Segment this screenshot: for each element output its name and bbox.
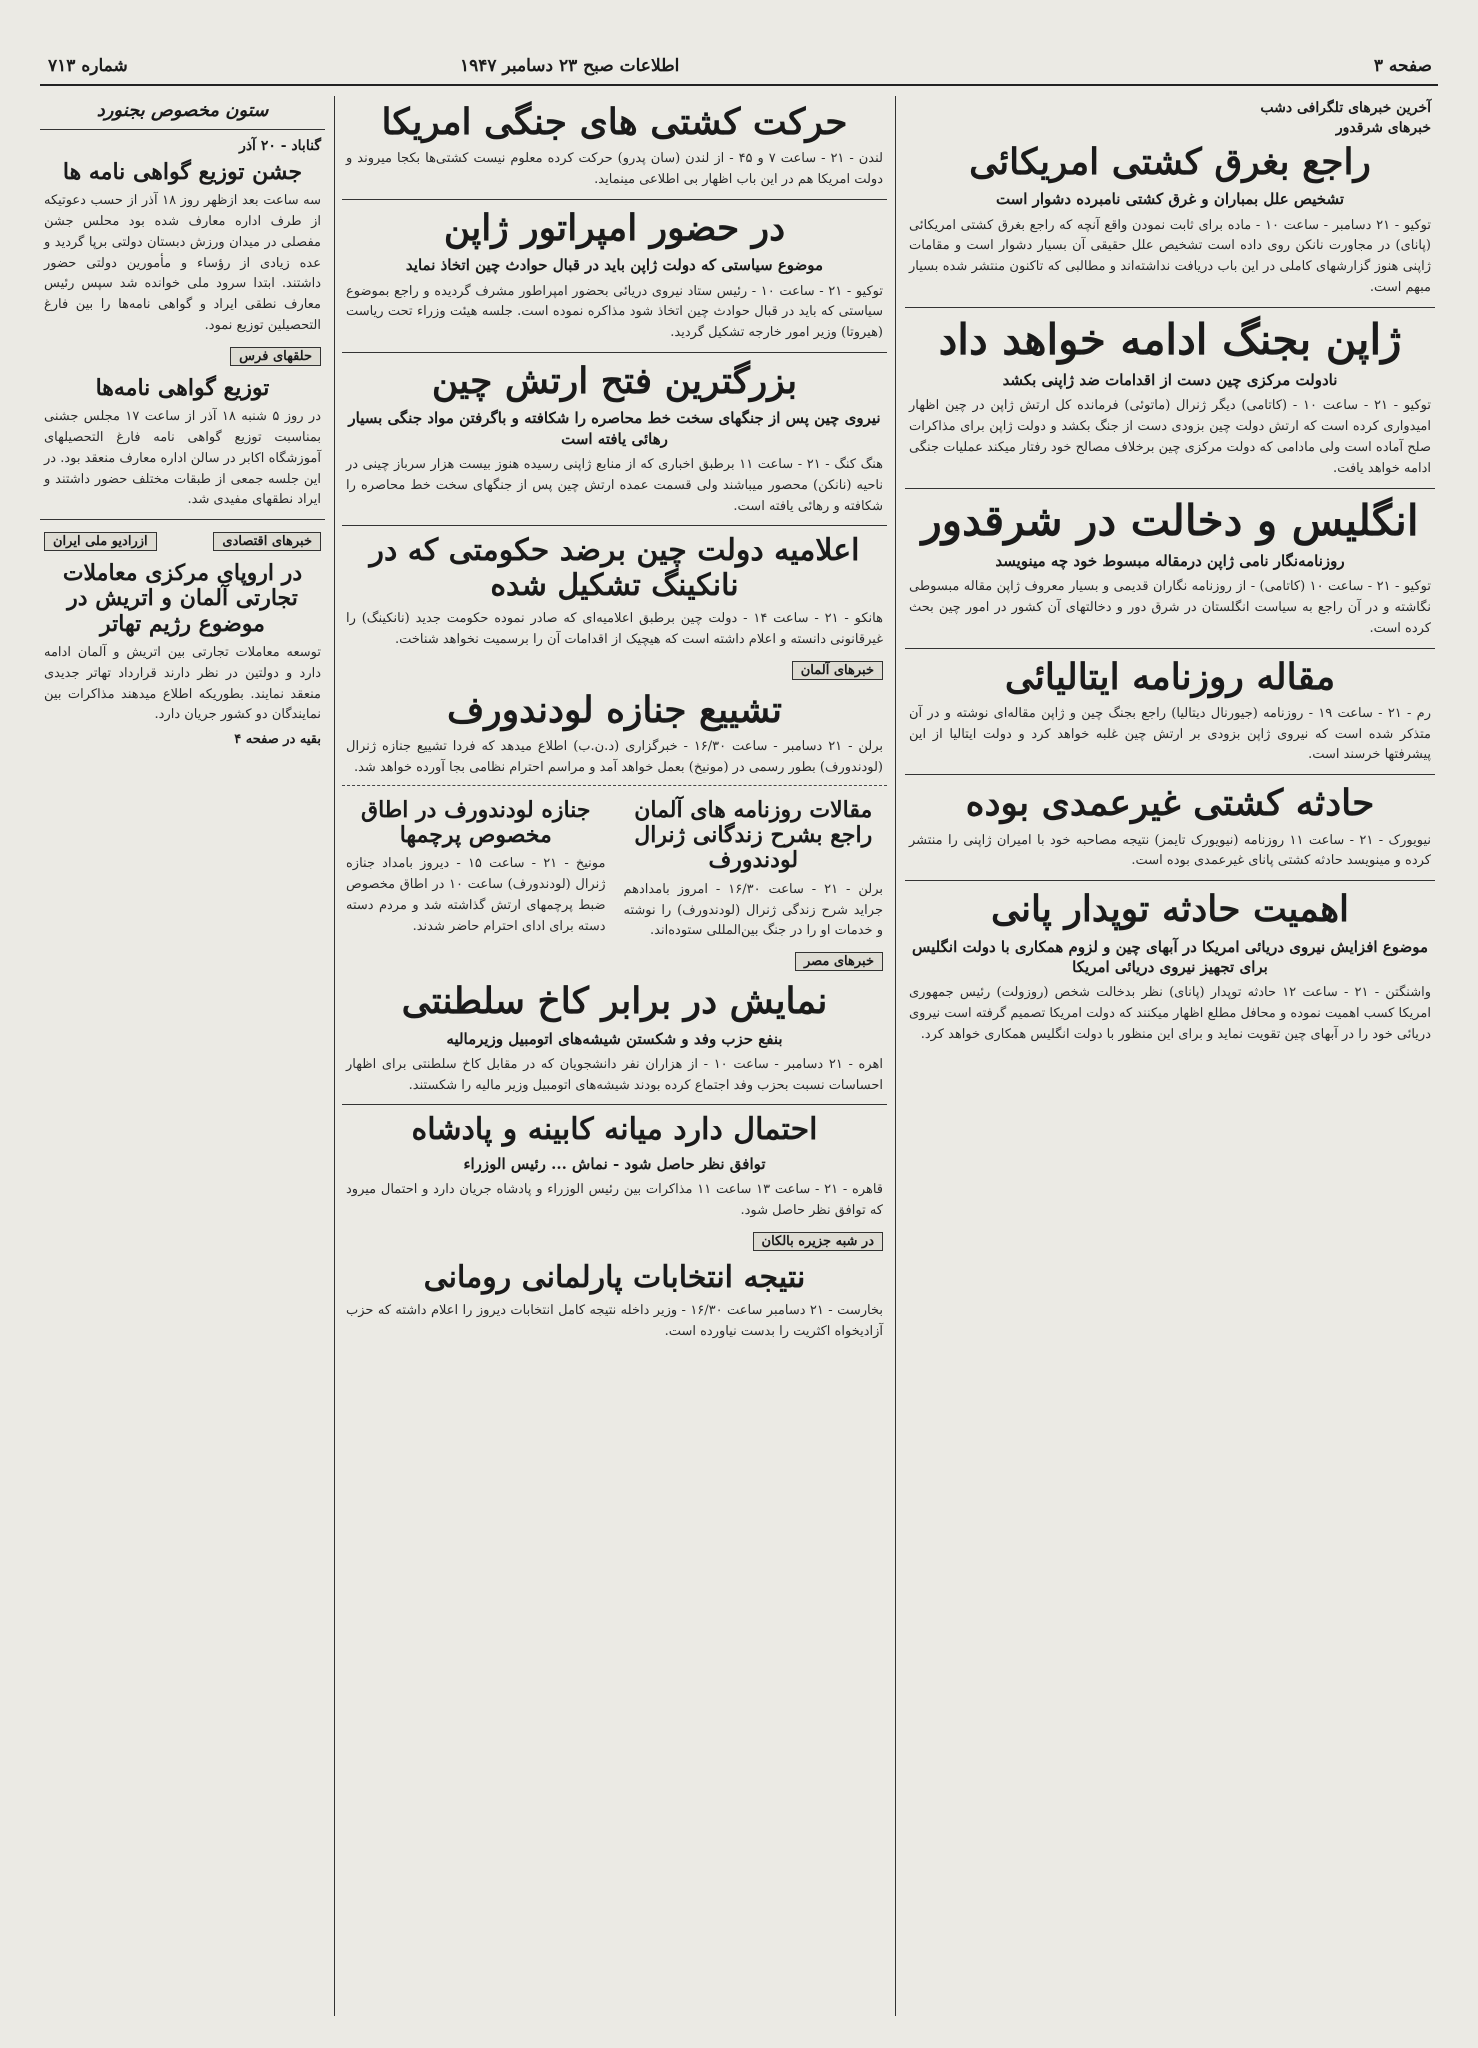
two-column-block (342, 792, 887, 948)
middle-column (342, 96, 887, 2016)
column-divider (895, 96, 896, 2016)
column-header: ستون مخصوص بجنورد (96, 100, 269, 121)
headline: در حضور امپراتور ژاپن (443, 206, 786, 249)
headline: اعلامیه دولت چین برضد حکومتی که در نانکینگ تشکیل شده (369, 533, 860, 603)
page-number: صفحه ۳ (1373, 56, 1432, 76)
article-body: واشنگتن - ۲۱ - ساعت ۱۲ حادثه توپدار (پانای) نظر بدخالت شخص (روزولت) رئیس جمهوری امریکا کسب اهمیت نموده و محافل مطلع اظهار میکنند که دولت امریکا تصمیم گرفته است نیروی دریائی خود را در آبهای چین تقویت نماید و برای این منظور با دولت انگلیس همکاری خواهد کرد. (909, 985, 1431, 1042)
section-label: خبرهای شرقدور (1335, 120, 1431, 136)
article-body: رم - ۲۱ - ساعت ۱۹ - روزنامه (جیورنال دیتالیا) راجع بجنگ چین و ژاپن مقاله‌ای نوشته و در آن متذکر شده است که نیروی ژاپن بزودی بر ارتش چین غلبه خواهد کرد و دولت ایتالیا از این پیشرفتها خرسند است. (909, 705, 1432, 763)
subheadline: بنفع حزب وفد و شکستن شیشه‌های اتومبیل وزیرمالیه (446, 1029, 783, 1048)
headline: توزیع گواهی نامه‌ها (95, 374, 270, 401)
article-body: اهره - ۲۱ دسامبر - ساعت ۱۰ - از هزاران نفر دانشجویان که در مقابل کاخ سلطنتی برای اظهار احساسات نسبت بحزب وفد اجتماع کرده بودند شیشه‌های اتومبیل وزیر مالیه را شکستند. (346, 1056, 884, 1093)
section-label: خبرهای اقتصادی (213, 532, 321, 551)
divider (40, 519, 325, 520)
article-body: توکیو - ۲۱ - ساعت ۱۰ (کاتامی) - از روزنامه نگاران قدیمی و بسیار معروف ژاپن مقاله مبسوطی نگاشته و در آن راجع به سیاست انگلستان در شرق دور و دخالتهای آن کشور در امور چین بحث کرده است. (909, 579, 1431, 636)
divider (342, 525, 887, 526)
continued-note: بقیه در صفحه ۴ (234, 732, 321, 748)
right-column (905, 96, 1435, 2016)
subheadline: روزنامه‌نگار نامی ژاپن درمقاله مبسوط خود چه مینویسد (995, 551, 1345, 570)
article-body: برلن - ۲۱ دسامبر - ساعت ۱۶/۳۰ - خبرگزاری (د.ن.ب) اطلاع میدهد که فردا تشییع جنازه ژنرال (لودندورف) بطور رسمی در (مونیخ) بعمل خواهد آمد و مراسم احترام نظامی بجا آورده خواهد شد. (346, 739, 884, 776)
sub-column (620, 792, 888, 948)
article-body: لندن - ۲۱ - ساعت ۷ و ۴۵ - از لندن (سان پدرو) حرکت کرده معلوم نیست کشتی‌ها بکجا میروند و دولت امریکا هم در این باب اظهار بی اطلاعی مینماید. (346, 151, 883, 188)
headline: انگلیس و دخالت در شرقدور (921, 495, 1419, 545)
section-label: ازرادیو ملی ایران (44, 532, 157, 551)
sub-column (342, 792, 610, 948)
article-body: سه ساعت بعد ازظهر روز ۱۸ آذر از حسب دعوتیکه از طرف اداره معارف شده بود محلس جشن مفصلی در میدان ورزش دبستان دولتی برپا گردید و عده زیادی از رؤساء و مأمورین دولتی حضور داشتند. ابتدا سرود ملی خوانده شد سپس رئیس معارف نطقی ایراد و گواهی نامه‌ها را بین فارغ التحصیلین توزیع نمود. (44, 193, 321, 334)
article-body: برلن - ۲۱ - ساعت ۱۶/۳۰ - امروز بامدادهم جراید شرح زندگی ژنرال (لودندورف) را نوشته و خدمات او را در جنگ بین‌المللی ستوده‌اند. (623, 881, 884, 939)
section-label: آخرین خبرهای تلگرافی دشب (1260, 100, 1431, 116)
section-label: حلقهای فرس (230, 347, 321, 366)
divider (342, 352, 887, 353)
divider (342, 199, 887, 200)
headline: احتمال دارد میانه کابینه و پادشاه (411, 1112, 818, 1148)
headline: حادثه کشتی غیرعمدی بوده (965, 782, 1375, 825)
article-body: قاهره - ۲۱ - ساعت ۱۳ ساعت ۱۱ مذاکرات بین رئیس الوزراء و پادشاه جریان دارد و احتمال میرود که توافق نظر حاصل شود. (346, 1182, 884, 1218)
headline: راجع بغرق کشتی امریکائی (969, 141, 1371, 183)
headline: نمایش در برابر کاخ سلطنتی (401, 980, 828, 1023)
divider (40, 129, 325, 130)
subheadline: نیروی چین پس از جنگهای سخت خط محاصره را شکافته و باگرفتن مواد جنگی بسیار رهائی یافته است (348, 409, 881, 448)
headline: در اروپای مرکزی معاملات تجارتی آلمان و اتریش در موضوع رژیم تهاتر (62, 560, 303, 637)
section-bar (40, 528, 325, 555)
subheadline: موضوع سیاستی که دولت ژاپن باید در قبال حوادث چین اتخاذ نماید (405, 256, 824, 275)
article-body: هانکو - ۲۱ - ساعت ۱۴ - دولت چین برطبق اعلامیه‌ای که صادر نموده حکومت جدید (نانکینگ) را غیرقانونی دانسته و اعلام داشته است که هیچیک از اقدامات آن را برسمیت نخواهد شناخت. (346, 611, 883, 648)
section-label: خبرهای مصر (795, 952, 883, 971)
masthead (40, 48, 1438, 86)
divider (905, 488, 1435, 489)
headline: تشییع جنازه لودندورف (446, 688, 783, 731)
headline: جشن توزیع گواهی نامه ها (62, 159, 303, 185)
headline: مقالات روزنامه های آلمان راجع بشرح زندگانی ژنرال لودندورف (634, 796, 873, 874)
divider (342, 785, 887, 786)
article-body: نیویورک - ۲۱ - ساعت ۱۱ روزنامه (نیویورک تایمز) نتیجه مصاحبه خود با امیران ژاپنی را منتشر کرده و مینویسد حادثه کشتی پانای غیرعمدی بوده است. (909, 832, 1431, 869)
subheadline: تشخیص علل بمباران و غرق کشتی نامبرده دشوار است (995, 190, 1345, 209)
paper-date: اطلاعات صبح ۲۳ دسامبر ۱۹۴۷ (460, 56, 680, 76)
article-body: بخارست - ۲۱ دسامبر ساعت ۱۶/۳۰ - وزیر داخله نتیجه کامل انتخابات دیروز را اعلام داشته که حزب آزادیخواه اکثریت را بدست نیاورده است. (346, 1303, 883, 1340)
subheadline: موضوع افزایش نیروی دریائی امریکا در آبهای چین و لزوم همکاری با دولت انگلیس برای تجهیز نیروی دریائی امریکا (912, 937, 1428, 976)
divider (905, 774, 1435, 775)
headline: مقاله روزنامه ایتالیائی (1004, 655, 1336, 698)
article-body: در روز ۵ شنبه ۱۸ آذر از ساعت ۱۷ مجلس جشنی بمناسبت توزیع گواهی نامه فارغ التحصیلهای آموزشگاه اکابر در سالن اداره معارف منعقد بود. در این جلسه جمعی از طبقات مختلف حضور داشتند و ایراد نطقهای مفیدی شد. (44, 409, 321, 508)
divider (905, 307, 1435, 308)
dateline: گناباد - ۲۰ آذر (239, 138, 321, 154)
article-body: توکیو - ۲۱ دسامبر - ساعت ۱۰ - ماده برای ثابت نمودن واقع آنچه که راجع بغرق کشتی امریکائی (پانای) در مجاورت نانکن روی داده است تشخیص علل حقیقی آن بسیار دشوار است و مقامات ژاپنی هنوز گزارشهای کاملی در این باب دریافت نداشته‌اند و مطالبی که تاکنون منتشر شده بسیار مبهم است. (909, 217, 1431, 296)
headline: نتیجه انتخابات پارلمانی رومانی (423, 1259, 806, 1295)
article-body: هنگ کنگ - ۲۱ - ساعت ۱۱ برطبق اخباری که از منابع ژاپنی رسیده هنوز بیست هزار سرباز چینی در ناحیه (نانکن) محصور میباشند ولی قسمت عمده ارتش چین پس از جنگهای سخت خط محاصره را شکافته و رهائی یافته است. (346, 456, 883, 514)
headline: ژاپن بجنگ ادامه خواهد داد (938, 314, 1402, 364)
left-column (40, 96, 325, 2016)
headline: اهمیت حادثه توپدار پانی (990, 888, 1350, 931)
divider (905, 880, 1435, 881)
subheadline: توافق نظر حاصل شود - نماش ... رئیس الوزراء (463, 1154, 766, 1173)
article-body: توکیو - ۲۱ - ساعت ۱۰ - رئیس ستاد نیروی دریائی بحضور امپراطور مشرف گردیده و راجع بموضوع سیاستی که باید در قبال حوادث چین اتخاذ شود مذاکره نموده است. جلسه هیئت وزراء تحت ریاست (هیروتا) وزیر امور خارجه تشکیل گردید. (346, 283, 883, 341)
article-body: توکیو - ۲۱ - ساعت ۱۰ - (کاتامی) دیگر ژنرال (ماتوئی) فرمانده کل ارتش ژاپن در چین اظهار امیدواری کرده است که ارتش دولت چین بزودی دست از جنگ بکشد و دولت ژاپن برای مذاکرات صلح آماده است ولی مادامی که دولت مرکزی چین برخلاف مصالح خود رفتار میکند عملیات جنگی ادامه خواهد یافت. (909, 398, 1431, 476)
divider (342, 1104, 887, 1105)
column-divider (334, 96, 335, 2016)
article-body: توسعه معاملات تجارتی بین اتریش و آلمان ادامه دارد و دولتین در نظر دارند قرارداد تهاتر جدیدی منعقد نمایند. بطوریکه اطلاع میدهند مذاکرات بین نمایندگان دو کشور جریان دارد. (44, 645, 321, 723)
subheadline: نادولت مرکزی چین دست از اقدامات ضد ژاپنی بکشد (1002, 371, 1338, 390)
headline: بزرگترین فتح ارتش چین (431, 360, 798, 403)
article-body: مونیخ - ۲۱ - ساعت ۱۵ - دیروز بامداد جنازه ژنرال (لودندورف) ساعت ۱۰ در اطاق مخصوص ضبط پرچمهای ارتش گذاشته شد و مردم دسته دسته برای ادای احترام حاضر شدند. (346, 856, 606, 934)
issue-number: شماره ۷۱۳ (48, 56, 128, 76)
headline: حرکت کشتی های جنگی امریکا (381, 101, 848, 143)
headline: جنازه لودندورف در اطاق مخصوص پرچمها (361, 796, 591, 849)
section-label: خبرهای آلمان (792, 661, 883, 680)
divider (905, 648, 1435, 649)
section-label: در شبه جزیره بالکان (753, 1232, 883, 1251)
